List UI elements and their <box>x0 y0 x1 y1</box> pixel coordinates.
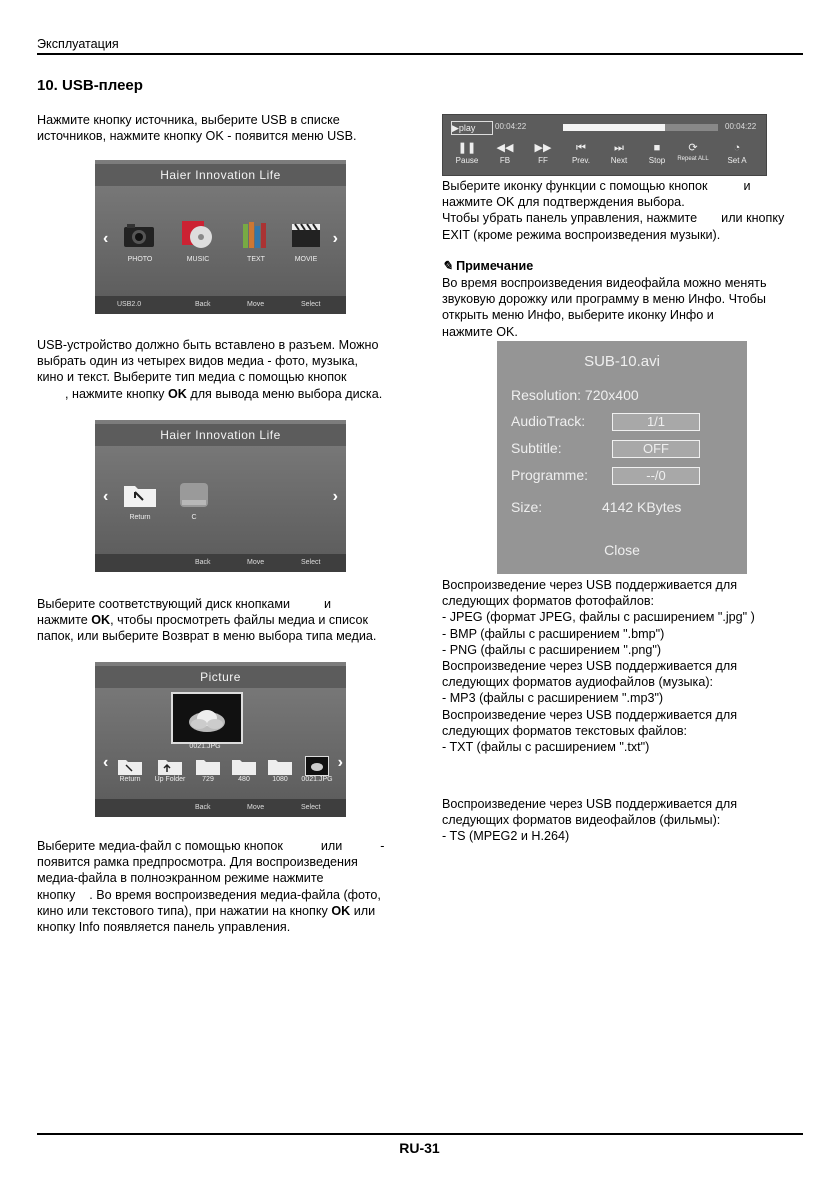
programme-label: Programme: <box>511 467 589 483</box>
info-dialog <box>497 341 747 574</box>
movie-icon[interactable] <box>291 222 321 248</box>
media-file-paragraph: Выберите медиа-файл с помощью кнопок или - появится рамка предпросмотра. Для воспроизведения медиа-файла в полноэкранном режиме нажмите кнопку . Во время воспроизведения медиа-файла (фото, кино или текстового типа), при нажатии на кнопку OK или кнопку Info появляется панель управления. <box>37 839 385 935</box>
intro-paragraph: Нажмите кнопку источника, выберите USB в списке источников, нажмите кнопку OK - появится меню USB. <box>37 113 357 144</box>
music-icon[interactable] <box>181 220 213 250</box>
footer-select: Select <box>301 804 321 811</box>
menu-footer <box>95 296 346 314</box>
page-title: 10. USB-плеер <box>37 77 143 94</box>
repeat-icon: ⟳ <box>688 142 698 154</box>
ab-icon: ◔ <box>733 142 741 154</box>
note-paragraph: Во время воспроизведения видеофайла можно менять звуковую дорожку или программу в меню Инфо. Чтобы открыть меню Инфо, выберите иконку Инфо и нажмите OK. <box>442 276 767 339</box>
menu-footer <box>95 799 346 817</box>
progress-fill <box>563 124 665 131</box>
return-folder-icon[interactable] <box>117 756 143 776</box>
item-label-480: 480 <box>238 776 250 783</box>
subtitle-label: Subtitle: <box>511 440 562 456</box>
menu-footer <box>95 554 346 572</box>
picture-browser-menu <box>95 662 346 817</box>
next-icon: ⏭ <box>614 142 624 154</box>
stop-button[interactable]: ■ Stop <box>639 143 675 165</box>
left-arrow-icon[interactable]: ‹ <box>103 754 109 771</box>
usb-media-menu <box>95 160 346 314</box>
prev-button[interactable]: ⏮ Prev. <box>563 143 599 165</box>
audiotrack-field[interactable]: 1/1 <box>612 413 700 431</box>
footer-back: Back <box>195 559 211 566</box>
right-arrow-icon[interactable]: › <box>332 488 338 505</box>
item-label-text: TEXT <box>247 256 265 263</box>
folder-icon-1080[interactable] <box>267 756 293 776</box>
fb-button[interactable]: ◀◀ FB <box>487 143 523 165</box>
folder-icon-729[interactable] <box>195 756 221 776</box>
flower-preview-image <box>173 694 241 742</box>
item-label-drive: C <box>191 514 197 521</box>
preview-label: 0021.JPG <box>189 743 221 750</box>
play-indicator[interactable]: ▶play <box>451 121 493 135</box>
preview-frame <box>171 692 243 744</box>
audiotrack-label: AudioTrack: <box>511 413 586 429</box>
text-icon[interactable] <box>241 220 271 250</box>
time-end: 00:04:22 <box>725 122 757 131</box>
left-arrow-icon[interactable]: ‹ <box>103 488 109 505</box>
rewind-icon: ◀◀ <box>496 142 514 154</box>
item-label-up-folder: Up Folder <box>154 776 186 783</box>
footer-move: Move <box>247 301 265 308</box>
image-thumbnail-icon[interactable] <box>305 756 329 776</box>
repeat-button[interactable]: ⟳ Repeat ALL <box>675 143 711 162</box>
pause-button[interactable]: ❚❚ Pause <box>449 143 485 165</box>
close-button[interactable]: Close <box>604 542 640 558</box>
item-label-jpg: 0021.JPG <box>301 776 333 783</box>
set-a-button[interactable]: ◔ Set A <box>719 143 755 165</box>
size-value: 4142 KBytes <box>602 499 682 515</box>
stop-icon: ■ <box>653 142 661 154</box>
item-label-movie: MOVIE <box>294 256 318 263</box>
footer-usb: USB2.0 <box>117 301 142 308</box>
disk-select-menu <box>95 420 346 572</box>
folder-icon-480[interactable] <box>231 756 257 776</box>
video-formats-paragraph: Воспроизведение через USB поддерживается для следующих форматов видеофайлов (фильмы): - TS (MPEG2 и H.264) <box>442 797 738 844</box>
footer-move: Move <box>247 559 265 566</box>
play-icon: ▶ <box>452 123 459 133</box>
section-header: Эксплуатация <box>37 37 119 51</box>
item-label-return: Return <box>129 514 151 521</box>
subtitle-field[interactable]: OFF <box>612 440 700 458</box>
item-label-1080: 1080 <box>272 776 288 783</box>
progress-bar[interactable] <box>563 124 718 131</box>
previous-icon: ⏮ <box>576 142 586 154</box>
ff-button[interactable]: ▶▶ FF <box>525 143 561 165</box>
photo-icon[interactable] <box>123 222 155 248</box>
menu-title: Haier Innovation Life <box>95 164 346 186</box>
right-arrow-icon[interactable]: › <box>332 230 338 247</box>
item-label-photo: PHOTO <box>127 256 153 263</box>
menu-title: Picture <box>95 666 346 688</box>
footer-back: Back <box>195 301 211 308</box>
pause-icon: ❚❚ <box>457 142 477 154</box>
control-paragraph: Выберите иконку функции с помощью кнопок и нажмите OK для подтверждения выбора. Чтобы убрать панель управления, нажмите или кнопку EXIT (кроме режима воспроизведения музыки). <box>442 179 785 242</box>
item-label-return: Return <box>119 776 141 783</box>
footer-back: Back <box>195 804 211 811</box>
disk-paragraph: Выберите соответствующий диск кнопками и нажмите OK, чтобы просмотреть файлы медиа и список папок, или выберите Возврат в меню выбора типа медиа. <box>37 597 377 644</box>
footer-move: Move <box>247 804 265 811</box>
drive-icon[interactable] <box>179 482 209 508</box>
programme-field[interactable]: --/0 <box>612 467 700 485</box>
item-label-music: MUSIC <box>186 256 210 263</box>
menu-title: Haier Innovation Life <box>95 424 346 446</box>
next-button[interactable]: ⏭ Next <box>601 143 637 165</box>
page-number: RU-31 <box>399 1140 440 1156</box>
return-folder-icon[interactable] <box>123 480 157 508</box>
up-folder-icon[interactable] <box>157 756 183 776</box>
usb-device-paragraph: USB-устройство должно быть вставлено в разъем. Можно выбрать один из четырех видов медиа - фото, музыка, кино и текст. Выберите тип медиа с помощью кнопок , нажмите кнопку OK для вывода меню выбора диска. <box>37 338 383 401</box>
item-label-729: 729 <box>202 776 214 783</box>
footer-select: Select <box>301 301 321 308</box>
size-label: Size: <box>511 499 543 515</box>
left-arrow-icon[interactable]: ‹ <box>103 230 109 247</box>
footer-rule <box>37 1133 803 1135</box>
footer-select: Select <box>301 559 321 566</box>
time-start: 00:04:22 <box>495 122 527 131</box>
header-rule <box>37 53 803 55</box>
formats-paragraph: Воспроизведение через USB поддерживается для следующих форматов фотофайлов: - JPEG (формат JPEG, файлы с расширением ".jpg" ) - BMP (файлы с расширением ".bmp") - PNG (файлы с расширением ".png") Воспроизведение через USB поддерживается для следующих форматов аудиофайлов (музыка): - MP3 (файлы с расширением ".mp3") Воспроизведение через USB поддерживается для следующих форматов текстовых файлов: - TXT (файлы с расширением ".txt") <box>442 578 755 755</box>
pencil-icon: ✎ <box>442 259 453 273</box>
info-filename: SUB-10.avi <box>584 353 660 370</box>
note-heading: ✎ Примечание <box>442 259 534 273</box>
info-resolution: Resolution: 720x400 <box>511 387 639 403</box>
playback-control-panel <box>442 114 767 176</box>
fast-forward-icon: ▶▶ <box>534 142 552 154</box>
right-arrow-icon[interactable]: › <box>337 754 343 771</box>
